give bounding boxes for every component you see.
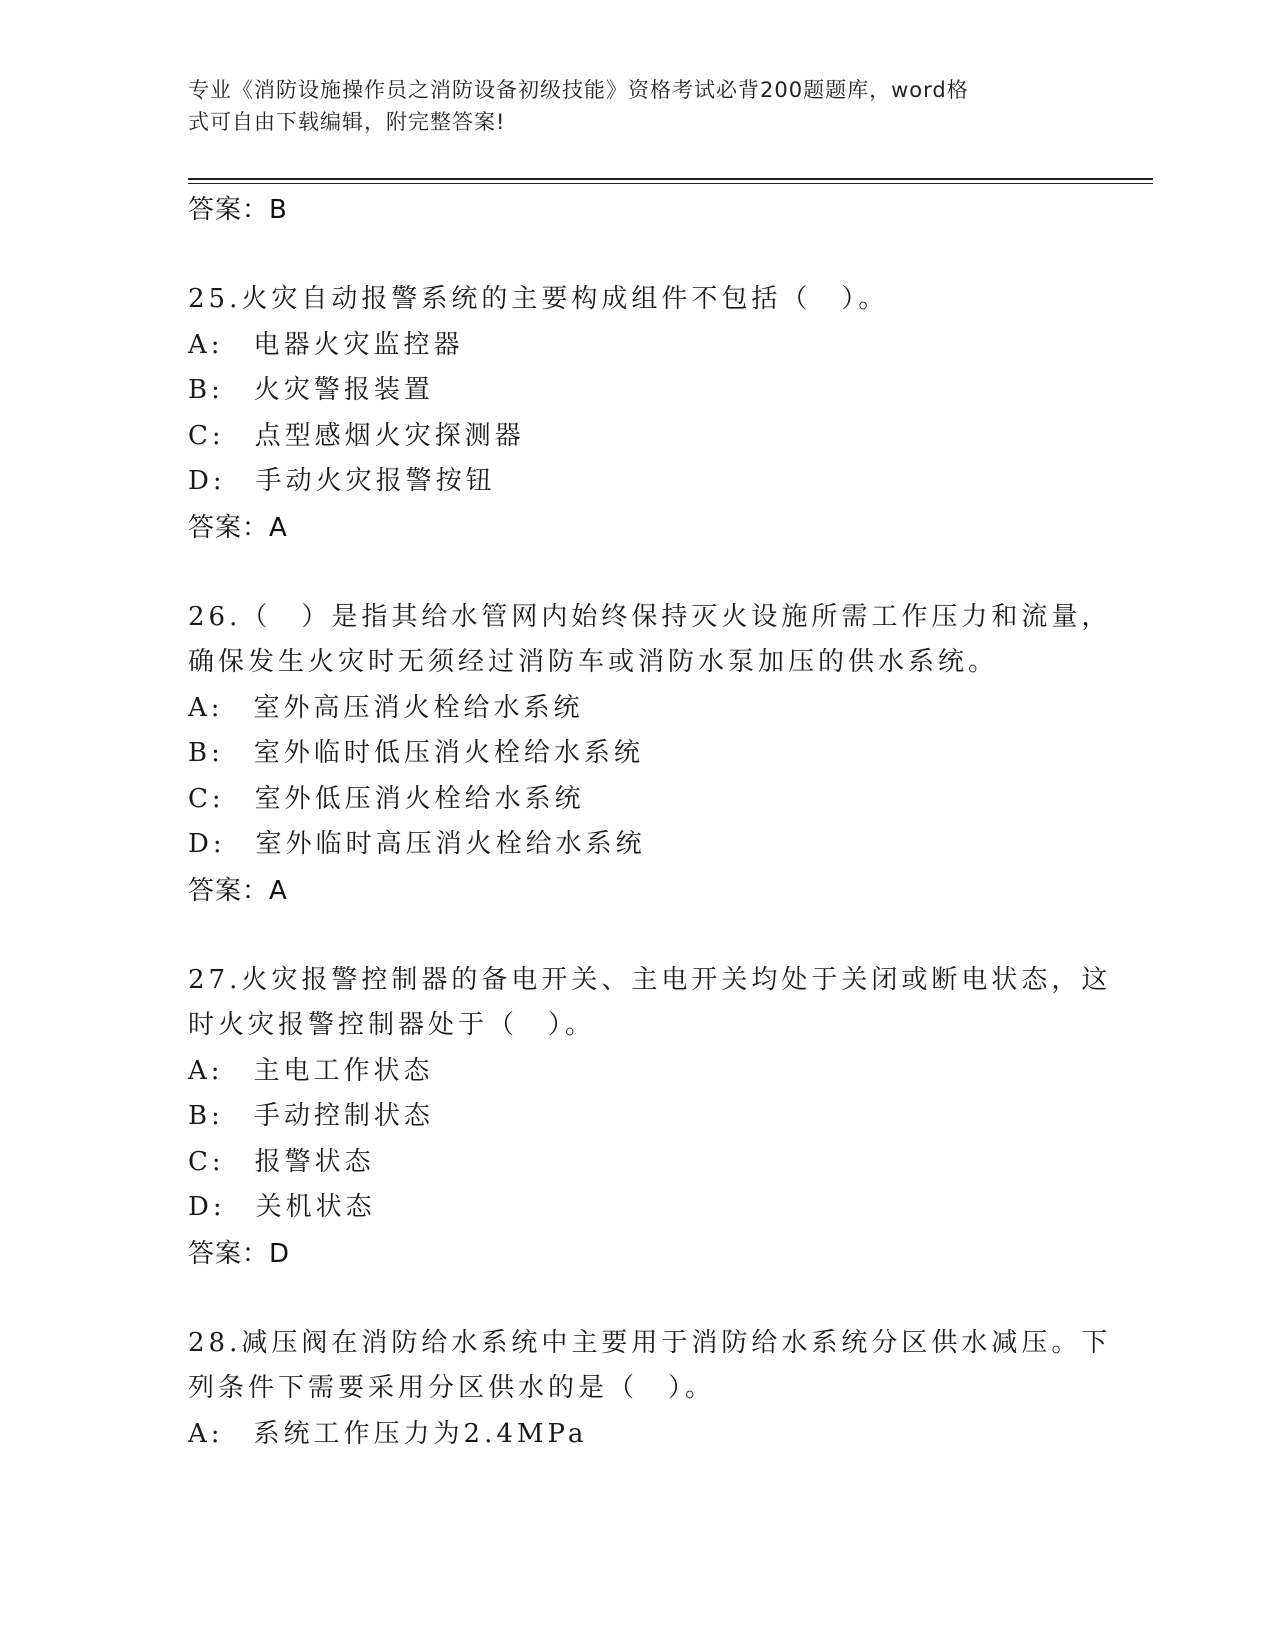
- question-text-continued: 确保发生火灾时无须经过消防车或消防水泵加压的供水系统。: [188, 647, 999, 677]
- option-b: B: 火灾警报装置: [188, 375, 434, 405]
- question-block: [188, 1321, 1112, 1458]
- answer-line: 答案：D: [188, 1238, 291, 1269]
- answer-line: 答案：A: [188, 875, 288, 906]
- question-text: 26.（ ）是指其给水管网内始终保持灭火设施所需工作压力和流量，: [188, 601, 1112, 632]
- option-a: A: 系统工作压力为2.4MPa: [188, 1418, 588, 1449]
- question-block: [188, 277, 1088, 551]
- header-line-2: 式可自由下载编辑，附完整答案!: [188, 110, 506, 134]
- option-b: B: 室外临时低压消火栓给水系统: [188, 738, 644, 768]
- answer-line: 答案：B: [188, 195, 288, 225]
- option-a: A: 主电工作状态: [188, 1055, 434, 1086]
- header-divider: [188, 178, 1153, 180]
- header-divider-thin: [188, 183, 1153, 184]
- question-text-continued: 列条件下需要采用分区供水的是（ ）。: [188, 1373, 716, 1403]
- option-d: D: 手动火灾报警按钮: [188, 466, 496, 496]
- option-a: A: 室外高压消火栓给水系统: [188, 692, 584, 723]
- question-list: [188, 187, 1112, 1457]
- question-text: 25.火灾自动报警系统的主要构成组件不包括（ ）。: [188, 284, 889, 314]
- header-line-1: 专业《消防设施操作员之消防设备初级技能》资格考试必背200题题库，word格: [188, 78, 969, 102]
- option-c: C: 报警状态: [188, 1146, 375, 1177]
- question-block: [188, 595, 1112, 914]
- option-a: A: 电器火灾监控器: [188, 329, 464, 360]
- question-block: [188, 958, 1112, 1277]
- question-text: 28.减压阀在消防给水系统中主要用于消防给水系统分区供水减压。下: [188, 1327, 1112, 1358]
- option-d: D: 关机状态: [188, 1192, 376, 1222]
- document-header: [188, 74, 1088, 138]
- option-c: C: 点型感烟火灾探测器: [188, 420, 525, 451]
- option-c: C: 室外低压消火栓给水系统: [188, 783, 585, 814]
- question-text-continued: 时火灾报警控制器处于（ ）。: [188, 1010, 596, 1040]
- question-text: 27.火灾报警控制器的备电开关、主电开关均处于关闭或断电状态，这: [188, 964, 1112, 995]
- option-d: D: 室外临时高压消火栓给水系统: [188, 829, 646, 859]
- option-b: B: 手动控制状态: [188, 1101, 434, 1131]
- answer-line: 答案：A: [188, 512, 288, 543]
